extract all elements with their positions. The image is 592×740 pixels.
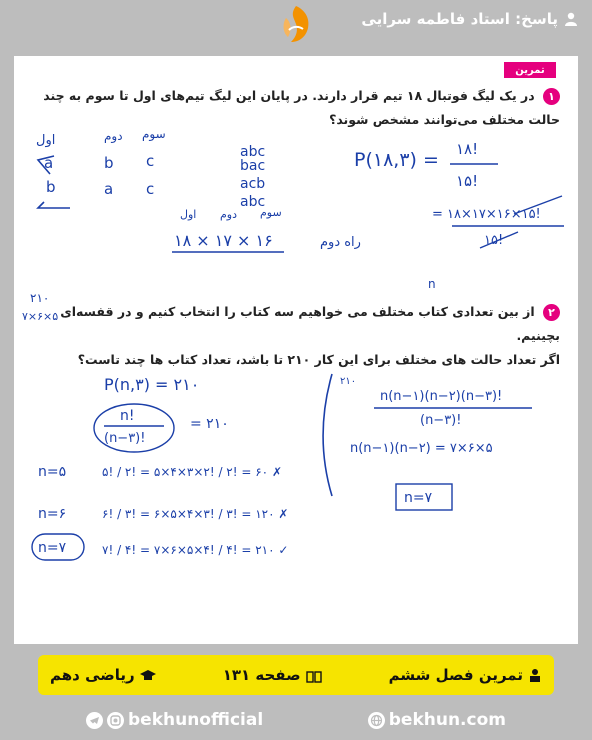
hw-n7: n=۷	[38, 540, 67, 556]
footer-page: صفحه ۱۳۱	[223, 666, 322, 684]
answer-line	[361, 8, 578, 30]
user-icon	[564, 12, 578, 26]
question-1-line2: حالت مختلف می‌توانند مشخص شوند؟	[329, 112, 560, 127]
globe-icon[interactable]	[368, 712, 385, 729]
hw-perm-3: acb	[240, 176, 266, 192]
hw-perm-4: abc	[240, 194, 266, 210]
book-icon	[306, 669, 322, 681]
hw-side-res: n=۷	[404, 490, 433, 506]
hw-side-eq: n(n−۱)(n−۲) = ۷×۶×۵	[350, 441, 493, 456]
question-1-number: ۱	[543, 88, 560, 105]
handwritten-solution	[14, 56, 578, 644]
bekhun-logo	[277, 4, 315, 44]
hw-f18: ۱۸!	[456, 140, 479, 158]
hw-brace	[323, 374, 332, 496]
exercise-tag: تمرین	[504, 62, 556, 78]
hw-second-way: راه دوم	[320, 235, 361, 250]
footer-subject: ریاضی دهم	[50, 666, 156, 684]
hw-first: اول	[36, 133, 56, 148]
header	[0, 0, 592, 50]
question-2-line1: از بین تعدادی کتاب مختلف می خواهیم سه کتاب را انتخاب کنیم و در قفسه‌ای بچینیم.	[60, 304, 560, 343]
question-2-number: ۲	[543, 304, 560, 321]
hw-row7: ۷! / ۴! = ۷×۶×۵×۴! / ۴! = ۲۱۰ ✓	[102, 543, 289, 557]
hw-first-2: اول	[180, 208, 197, 221]
hw-b1: b	[104, 154, 114, 172]
hw-side-mark: ۲۱۰	[340, 376, 357, 387]
hw-eq-den: ۱۵!	[484, 233, 504, 248]
hw-n-mark: n	[428, 277, 436, 291]
hw-p18: P(۱۸,۳) =	[354, 149, 439, 171]
hw-eq210: = ۲۱۰	[190, 416, 229, 432]
hw-row6: ۶! / ۳! = ۶×۵×۴×۳! / ۳! = ۱۲۰ ✗	[102, 507, 289, 521]
footer-title: تمرین فصل ششم	[389, 666, 542, 684]
hw-210-mark: ۲۱۰	[30, 291, 50, 305]
hw-side-top: n(n−۱)(n−۲)(n−۳)!	[380, 389, 503, 404]
footer-bar	[38, 655, 554, 695]
hw-f15: ۱۵!	[456, 172, 479, 190]
instagram-icon[interactable]	[107, 712, 124, 729]
question-1-line1: در یک لیگ فوتبال ۱۸ تیم قرار دارند. در پایان این لیگ تیم‌های اول تا سوم به چند	[43, 88, 535, 103]
worksheet	[14, 56, 578, 644]
hw-perm-1: abc	[240, 144, 266, 160]
answer-text: پاسخ: استاد فاطمه سرایی	[361, 10, 558, 28]
bottom-bar	[0, 704, 592, 736]
hw-a1: a	[44, 154, 54, 172]
hw-c1: c	[146, 152, 155, 170]
handle-text[interactable]: bekhunofficial	[128, 710, 264, 730]
website[interactable]	[368, 710, 506, 730]
hw-perm-2: bac	[240, 158, 266, 174]
graduation-cap-icon	[140, 668, 156, 682]
hw-b2: b	[46, 178, 56, 196]
hw-n5: n=۵	[38, 464, 67, 480]
hw-third-2: سوم	[260, 206, 282, 219]
hw-c2: c	[146, 180, 155, 198]
hw-second-2: دوم	[220, 208, 238, 221]
question-2-line2: اگر تعداد حالت های مختلف برای این کار ۲۱۰ تا باشد، تعداد کتاب ها چند تاست؟	[77, 352, 560, 367]
hw-eq-cancel: = ۱۸×۱۷×۱۶×۱۵!	[432, 207, 541, 222]
hw-third: سوم	[142, 127, 166, 141]
hw-side-bot: (n−۳)!	[420, 413, 462, 428]
telegram-icon[interactable]	[86, 712, 103, 729]
hw-second: دوم	[104, 129, 123, 143]
hw-nfrac-top: n!	[120, 408, 135, 424]
hw-nfrac-bot: (n−۳)!	[104, 431, 146, 446]
site-text[interactable]: bekhun.com	[388, 710, 506, 730]
hw-arrow-left	[38, 202, 70, 208]
social-handle[interactable]	[86, 710, 263, 730]
hw-n6: n=۶	[38, 506, 67, 522]
hw-a2: a	[104, 180, 114, 198]
hw-765: ۷×۶×۵	[22, 310, 59, 323]
teacher-icon	[528, 668, 542, 682]
hw-pn3: P(n,۳) = ۲۱۰	[104, 375, 200, 394]
hw-row5: ۵! / ۲! = ۵×۴×۳×۲! / ۲! = ۶۰ ✗	[102, 465, 282, 479]
hw-product: ۱۸ × ۱۷ × ۱۶	[174, 231, 273, 250]
